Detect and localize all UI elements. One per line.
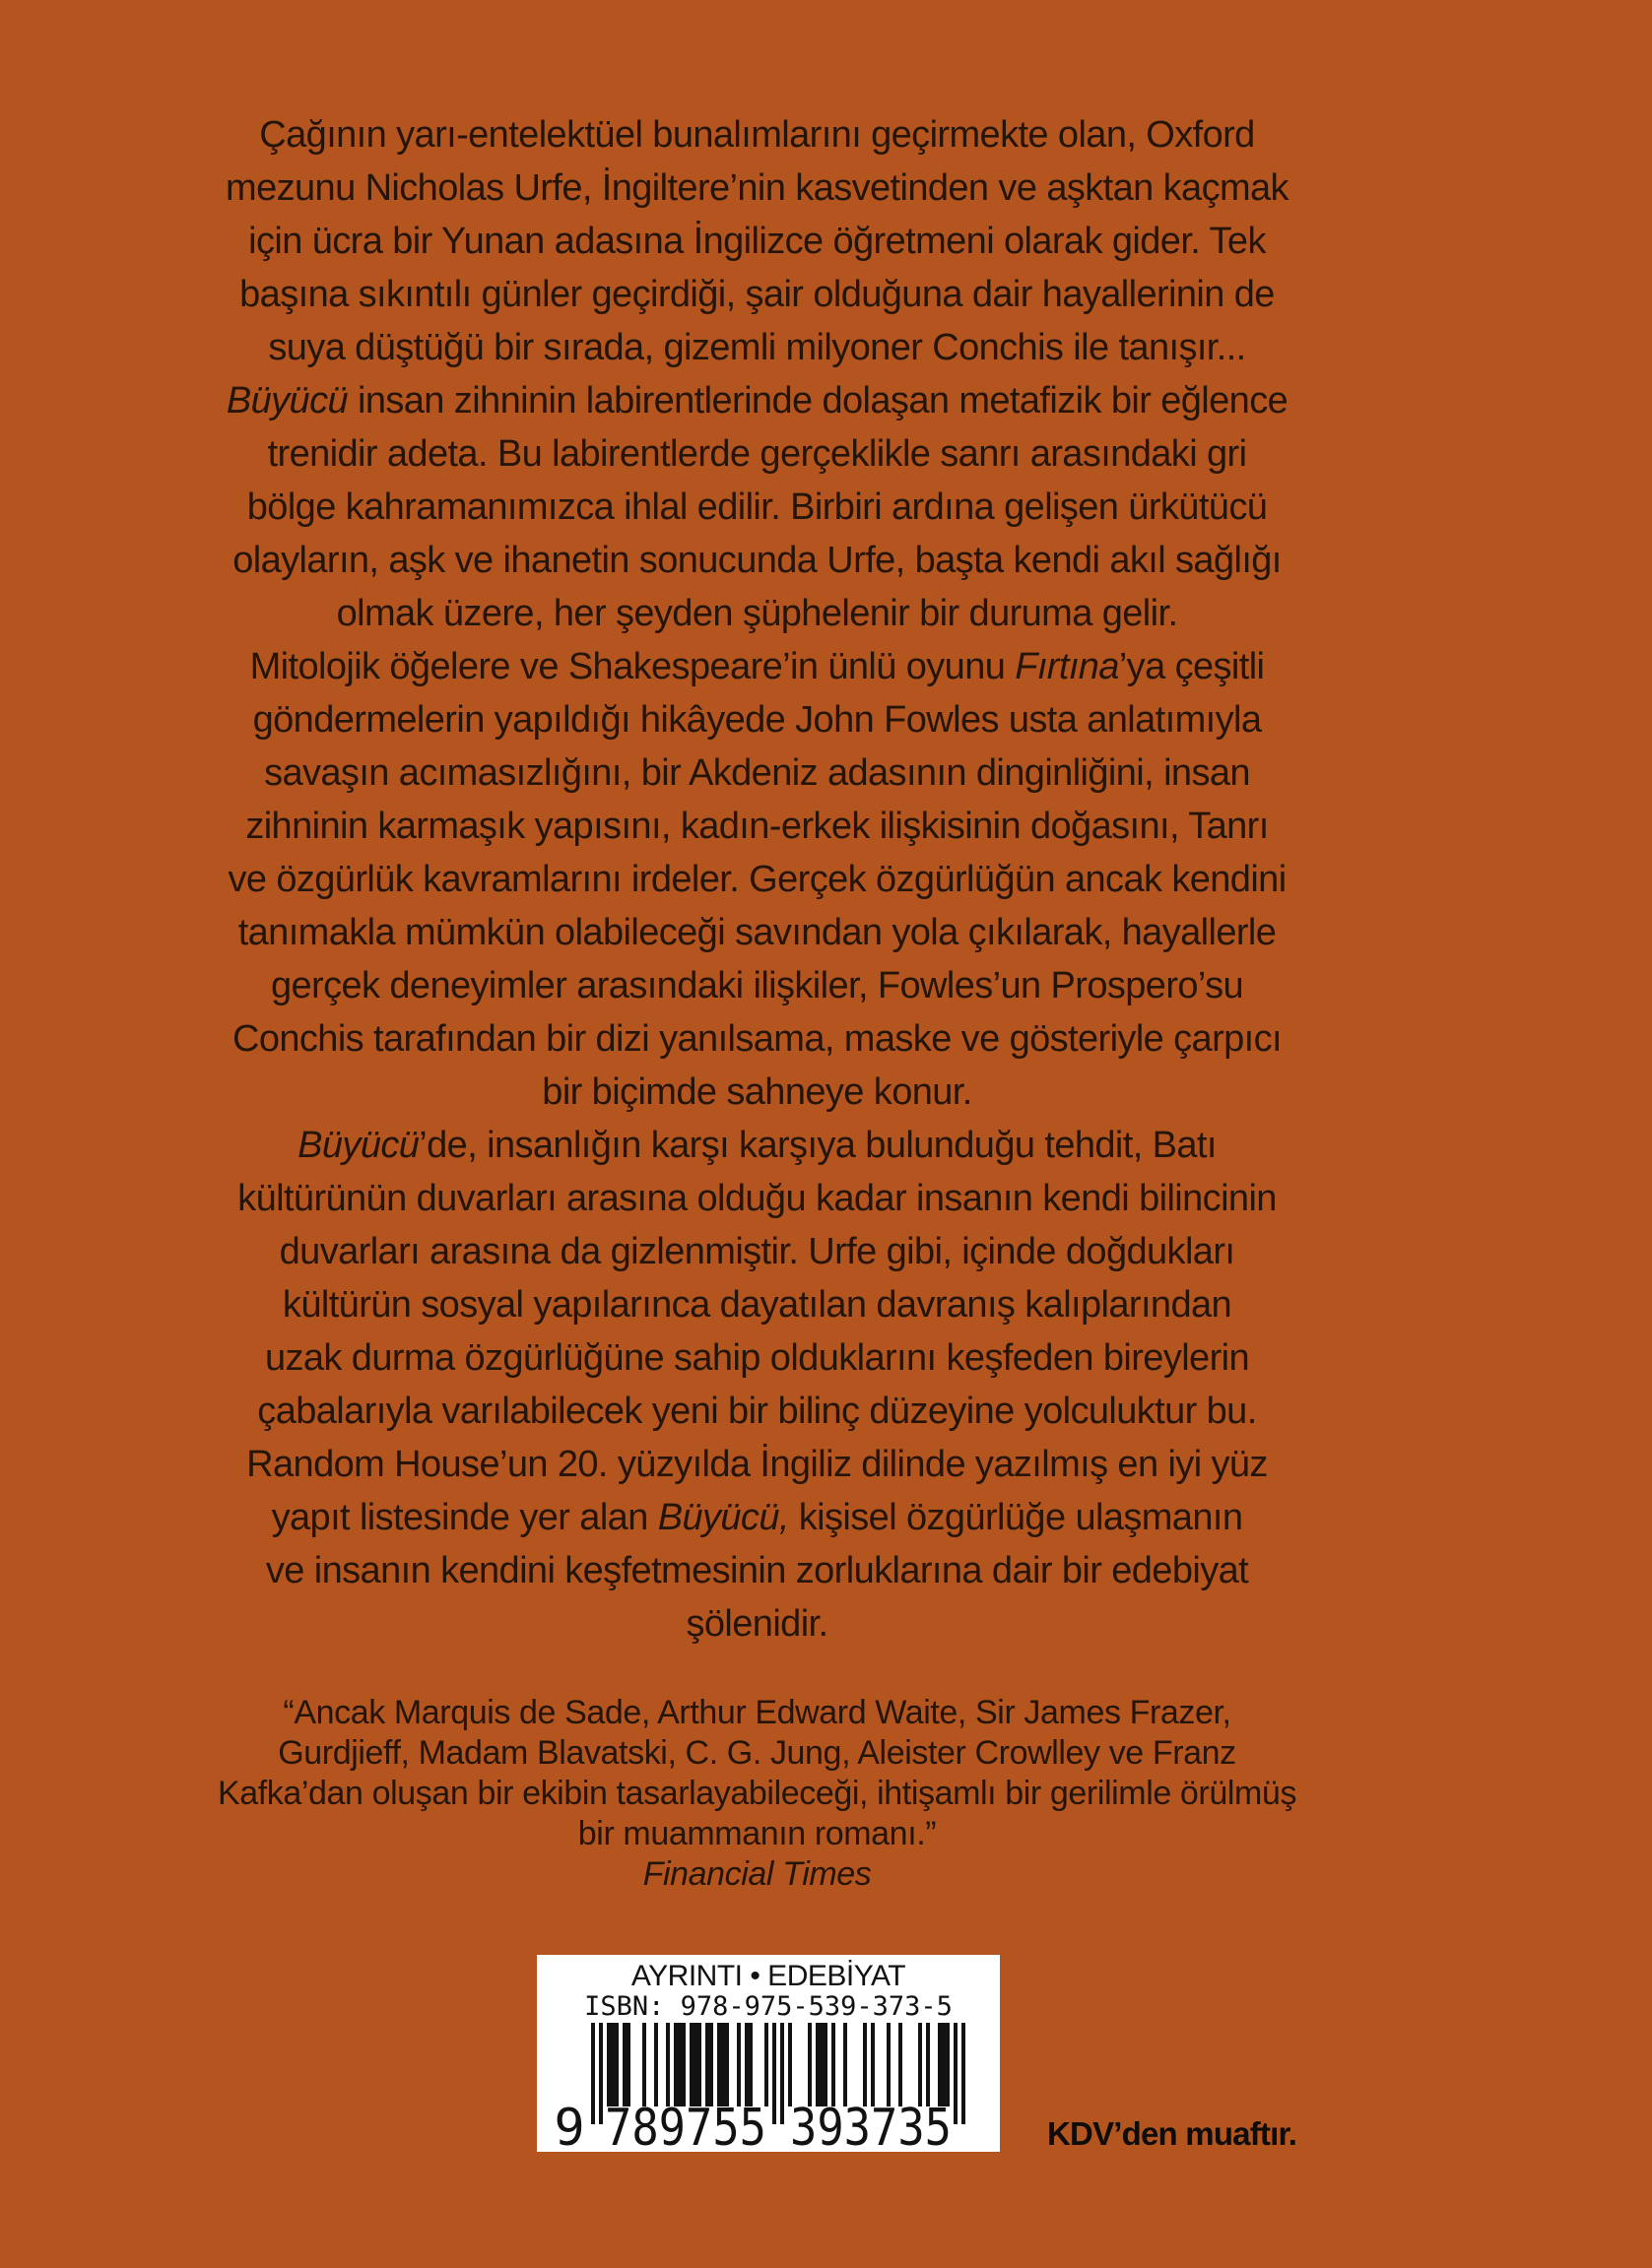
barcode-bar <box>705 2023 709 2106</box>
barcode-bar <box>678 2023 682 2106</box>
review-line: “Ancak Marquis de Sade, Arthur Edward Waite, Sir James Frazer, <box>283 1694 1231 1731</box>
publisher-imprint: AYRINTI • EDEBİYAT <box>630 1960 906 1992</box>
barcode-bar <box>607 2023 611 2106</box>
synopsis-line: uzak durma özgürlüğüne sahip olduklarını keşfeden bireylerin <box>264 1337 1250 1379</box>
synopsis-line: Çağının yarı-entelektüel bunalımlarını geçirmekte olan, Oxford <box>259 114 1255 156</box>
barcode-bar <box>749 2023 753 2106</box>
barcode-bar <box>843 2023 847 2106</box>
barcode-bar <box>627 2023 630 2106</box>
synopsis-line: mezunu Nicholas Urfe, İngiltere’nin kasvetinden ve aşktan kaçmak <box>226 167 1289 209</box>
synopsis-line: bir biçimde sahneye konur. <box>542 1071 972 1113</box>
synopsis-line: kültürünün duvarları arasına olduğu kadar insanın kendi bilincinin <box>237 1178 1277 1219</box>
barcode-bar <box>721 2023 725 2106</box>
barcode-bar <box>725 2023 729 2106</box>
barcode-bar <box>816 2023 820 2106</box>
synopsis-line: savaşın acımasızlığını, bir Akdeniz adasının dinginliğini, insan <box>264 752 1250 794</box>
barcode-panel <box>537 1955 1000 2152</box>
barcode-digits: 789755 <box>605 2099 766 2149</box>
synopsis-line: Random House’un 20. yüzyılda İngiliz dilinde yazılmış en iyi yüz <box>246 1444 1268 1485</box>
synopsis-line: olayların, aşk ve ihanetin sonucunda Urfe, başta kendi akıl sağlığı <box>232 540 1282 581</box>
synopsis-line: ve insanın kendini keşfetmesinin zorluklarına dair bir edebiyat <box>265 1550 1249 1591</box>
synopsis-line: Büyücü insan zihninin labirentlerinde dolaşan metafizik bir eğlence <box>226 380 1289 421</box>
barcode-guard-bar <box>954 2023 958 2124</box>
synopsis-line: göndermelerin yapıldığı hikâyede John Fowles usta anlatımıyla <box>252 699 1262 741</box>
synopsis-line: olmak üzere, her şeyden şüphelenir bir duruma gelir. <box>336 593 1178 634</box>
barcode-bar <box>623 2023 627 2106</box>
barcode-bar <box>938 2023 942 2106</box>
synopsis-line: zihninin karmaşık yapısını, kadın-erkek ilişkisinin doğasını, Tanrı <box>245 806 1269 847</box>
review-line: bir muammanın romanı.” <box>577 1815 937 1852</box>
barcode-digits: 393735 <box>790 2099 952 2149</box>
barcode-guard-bar <box>961 2023 965 2124</box>
synopsis-line: şölenidir. <box>686 1603 828 1645</box>
barcode-bar <box>820 2023 824 2106</box>
barcode-bar <box>666 2023 670 2106</box>
barcode-bar <box>737 2023 741 2106</box>
synopsis-line: suya düştüğü bir sırada, gizemli milyoner Conchis ile tanışır... <box>268 327 1246 368</box>
barcode-guard-bar <box>599 2023 603 2124</box>
barcode-bar <box>682 2023 686 2106</box>
synopsis-line: için ücra bir Yunan adasına İngilizce öğretmeni olarak gider. Tek <box>248 221 1266 262</box>
barcode-bar <box>898 2023 902 2106</box>
barcode-guard-bar <box>780 2023 784 2124</box>
synopsis-line: tanımakla mümkün olabileceği savından yola çıkılarak, hayallerle <box>237 912 1277 953</box>
review-line: Financial Times <box>642 1855 872 1893</box>
barcode-bar <box>863 2023 867 2106</box>
review-line: Gurdjieff, Madam Blavatski, C. G. Jung, Aleister Crowlley ve Franz <box>278 1734 1236 1772</box>
barcode-bar <box>764 2023 768 2106</box>
review-line: Kafka’dan oluşan bir ekibin tasarlayabileceği, ihtişamlı bir gerilimle örülmüş <box>217 1775 1297 1812</box>
barcode-bar <box>887 2023 891 2106</box>
barcode-bar <box>824 2023 827 2106</box>
barcode-bar <box>717 2023 721 2106</box>
ean13-barcode <box>552 2023 985 2149</box>
synopsis-line: Conchis tarafından bir dizi yanılsama, maske ve gösteriyle çarpıcı <box>232 1018 1282 1060</box>
review-quote <box>0 1693 1514 1895</box>
synopsis-line: Mitolojik öğelere ve Shakespeare’in ünlü oyunu Fırtına’ya çeşitli <box>249 646 1265 687</box>
synopsis-line: duvarları arasına da gizlenmiştir. Urfe gibi, içinde doğdukları <box>279 1231 1235 1272</box>
barcode-bar <box>926 2023 930 2106</box>
synopsis-line: Büyücü’de, insanlığın karşı karşıya bulunduğu tehdit, Batı <box>297 1125 1217 1166</box>
barcode-bar <box>946 2023 950 2106</box>
synopsis-line: trenidir adeta. Bu labirentlerde gerçeklikle sanrı arasındaki gri <box>267 433 1247 475</box>
barcode-bar <box>690 2023 694 2106</box>
barcode-digits: 9 <box>554 2099 585 2149</box>
tax-exempt-note: KDV’den muaftır. <box>1047 2115 1297 2152</box>
synopsis-line: başına sıkıntılı günler geçirdiği, şair olduğuna dair hayallerinin de <box>239 274 1275 315</box>
barcode-bar <box>709 2023 713 2106</box>
barcode-bar <box>694 2023 697 2106</box>
barcode-bar <box>871 2023 875 2106</box>
synopsis-line: yapıt listesinde yer alan Büyücü, kişisel özgürlüğe ulaşmanın <box>271 1497 1243 1538</box>
synopsis-line: çabalarıyla varılabilecek yeni bir bilinç düzeyine yolculuktur bu. <box>257 1391 1257 1432</box>
barcode-guard-bar <box>772 2023 776 2124</box>
barcode-bar <box>615 2023 619 2106</box>
barcode-bar <box>654 2023 658 2106</box>
barcode-bar <box>831 2023 835 2106</box>
barcode-bar <box>674 2023 678 2106</box>
synopsis-text <box>0 108 1514 1651</box>
barcode-bar <box>611 2023 615 2106</box>
barcode-bar <box>697 2023 701 2106</box>
barcode-bar <box>942 2023 946 2106</box>
barcode-bar <box>788 2023 792 2106</box>
synopsis-line: ve özgürlük kavramlarını irdeler. Gerçek özgürlüğün ancak kendini <box>228 859 1287 900</box>
barcode-bar <box>808 2023 812 2106</box>
synopsis-line: gerçek deneyimler arasındaki ilişkiler, Fowles’un Prospero’su <box>270 965 1244 1006</box>
synopsis-line: bölge kahramanımızca ihlal edilir. Birbiri ardına gelişen ürkütücü <box>246 486 1268 528</box>
synopsis-line: kültürün sosyal yapılarınca dayatılan davranış kalıplarından <box>282 1284 1232 1326</box>
barcode-bar <box>745 2023 749 2106</box>
isbn-text: ISBN: 978-975-539-373-5 <box>584 1991 953 2022</box>
barcode-bar <box>642 2023 646 2106</box>
barcode-guard-bar <box>591 2023 595 2124</box>
barcode-bar <box>918 2023 922 2106</box>
